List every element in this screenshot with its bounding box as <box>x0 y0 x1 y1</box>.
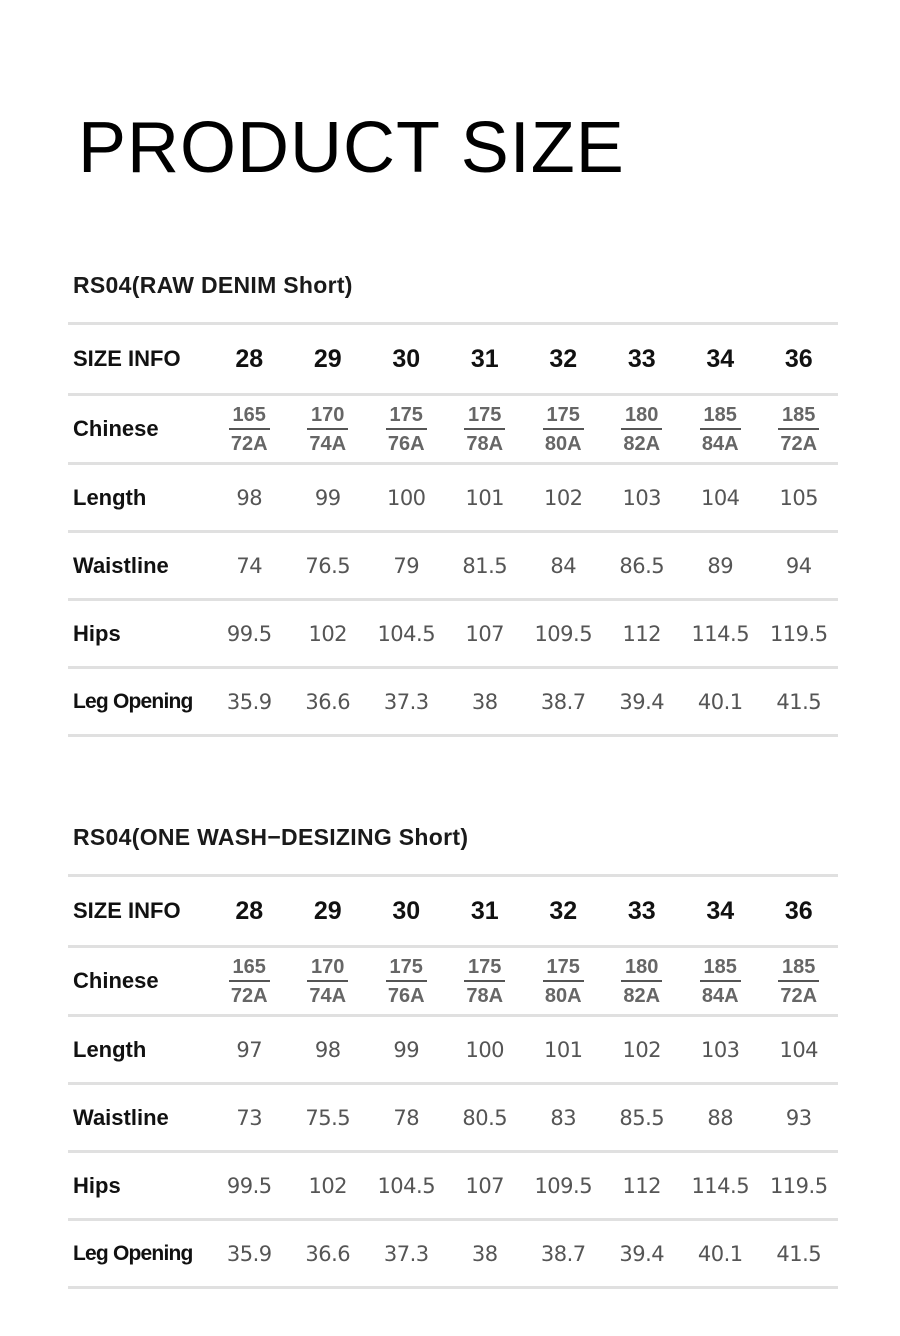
measurement-cell: 109.5 <box>524 1152 603 1220</box>
chinese-size-cell <box>760 395 839 464</box>
waist-code: 72A <box>230 432 268 455</box>
length-row <box>68 464 838 532</box>
height-value: 175 <box>386 403 427 430</box>
waist-code: 84A <box>701 984 739 1007</box>
chinese-size-cell <box>446 395 525 464</box>
measurement-cell: 80.5 <box>446 1084 525 1152</box>
measurement-cell: 119.5 <box>760 1152 839 1220</box>
size-header-cell: 33 <box>603 876 682 947</box>
measurement-cell: 100 <box>367 464 446 532</box>
measurement-cell: 39.4 <box>603 1220 682 1288</box>
measurement-cell: 114.5 <box>681 1152 760 1220</box>
measurement-cell: 35.9 <box>210 1220 289 1288</box>
height-value: 175 <box>464 955 505 982</box>
measurement-cell: 99.5 <box>210 1152 289 1220</box>
measurement-cell: 36.6 <box>289 1220 368 1288</box>
measurement-cell: 35.9 <box>210 668 289 736</box>
measurement-cell: 37.3 <box>367 1220 446 1288</box>
size-header-cell: 32 <box>524 876 603 947</box>
waist-code: 78A <box>466 984 504 1007</box>
measurement-cell: 103 <box>603 464 682 532</box>
measurement-cell: 38 <box>446 1220 525 1288</box>
height-value: 180 <box>621 403 662 430</box>
measurement-cell: 114.5 <box>681 600 760 668</box>
measurement-cell: 99.5 <box>210 600 289 668</box>
size-header-cell: 28 <box>210 324 289 395</box>
measurement-cell: 41.5 <box>760 1220 839 1288</box>
measurement-cell: 85.5 <box>603 1084 682 1152</box>
row-label: Length <box>68 1016 210 1084</box>
measurement-cell: 78 <box>367 1084 446 1152</box>
height-value: 185 <box>700 403 741 430</box>
measurement-cell: 107 <box>446 1152 525 1220</box>
section-title: RS04(RAW DENIM Short) <box>73 272 353 298</box>
measurement-cell: 102 <box>603 1016 682 1084</box>
waist-code: 72A <box>780 984 818 1007</box>
chinese-size-cell <box>524 947 603 1016</box>
waistline-row <box>68 532 838 600</box>
chinese-size-cell <box>603 395 682 464</box>
measurement-cell: 37.3 <box>367 668 446 736</box>
row-label: Leg Opening <box>68 1220 210 1288</box>
size-fraction <box>307 403 348 456</box>
measurement-cell: 104 <box>760 1016 839 1084</box>
size-fraction <box>700 955 741 1008</box>
measurement-cell: 40.1 <box>681 1220 760 1288</box>
size-fraction <box>386 955 427 1008</box>
measurement-cell: 102 <box>289 600 368 668</box>
measurement-cell: 112 <box>603 600 682 668</box>
measurement-cell: 97 <box>210 1016 289 1084</box>
measurement-cell: 86.5 <box>603 532 682 600</box>
measurement-cell: 79 <box>367 532 446 600</box>
measurement-cell: 73 <box>210 1084 289 1152</box>
length-row <box>68 1016 838 1084</box>
waist-code: 76A <box>387 432 425 455</box>
measurement-cell: 83 <box>524 1084 603 1152</box>
row-label: Leg Opening <box>68 668 210 736</box>
size-fraction <box>229 403 270 456</box>
height-value: 185 <box>778 955 819 982</box>
measurement-cell: 104.5 <box>367 1152 446 1220</box>
size-fraction <box>621 955 662 1008</box>
size-header-cell: 33 <box>603 324 682 395</box>
chinese-size-cell <box>681 395 760 464</box>
measurement-cell: 75.5 <box>289 1084 368 1152</box>
size-header-cell: 28 <box>210 876 289 947</box>
size-header-cell: 29 <box>289 324 368 395</box>
height-value: 175 <box>464 403 505 430</box>
measurement-cell: 89 <box>681 532 760 600</box>
measurement-cell: 98 <box>289 1016 368 1084</box>
height-value: 180 <box>621 955 662 982</box>
waist-code: 78A <box>466 432 504 455</box>
measurement-cell: 104 <box>681 464 760 532</box>
measurement-cell: 74 <box>210 532 289 600</box>
height-value: 185 <box>700 955 741 982</box>
size-header-cell: 30 <box>367 324 446 395</box>
size-header-row <box>68 324 838 395</box>
waist-code: 74A <box>309 432 347 455</box>
measurement-cell: 99 <box>367 1016 446 1084</box>
height-value: 175 <box>543 955 584 982</box>
size-header-cell: 31 <box>446 876 525 947</box>
measurement-cell: 40.1 <box>681 668 760 736</box>
measurement-cell: 76.5 <box>289 532 368 600</box>
height-value: 170 <box>307 955 348 982</box>
measurement-cell: 103 <box>681 1016 760 1084</box>
row-label: Chinese <box>68 395 210 464</box>
size-header-cell: 29 <box>289 876 368 947</box>
size-fraction <box>543 403 584 456</box>
size-table <box>68 322 838 737</box>
chinese-size-cell <box>367 947 446 1016</box>
chinese-size-cell <box>367 395 446 464</box>
size-header-cell: 34 <box>681 876 760 947</box>
waist-code: 84A <box>701 432 739 455</box>
measurement-cell: 38.7 <box>524 1220 603 1288</box>
measurement-cell: 38 <box>446 668 525 736</box>
measurement-cell: 109.5 <box>524 600 603 668</box>
height-value: 175 <box>543 403 584 430</box>
page-title: PRODUCT SIZE <box>78 108 625 188</box>
row-label: Hips <box>68 600 210 668</box>
measurement-cell: 102 <box>289 1152 368 1220</box>
measurement-cell: 104.5 <box>367 600 446 668</box>
size-header-cell: 36 <box>760 324 839 395</box>
row-label: Length <box>68 464 210 532</box>
chinese-size-cell <box>446 947 525 1016</box>
waist-code: 82A <box>623 432 661 455</box>
size-fraction <box>700 403 741 456</box>
leg-opening-row <box>68 668 838 736</box>
waist-code: 80A <box>544 432 582 455</box>
measurement-cell: 101 <box>524 1016 603 1084</box>
measurement-cell: 81.5 <box>446 532 525 600</box>
chinese-size-cell <box>289 947 368 1016</box>
measurement-cell: 107 <box>446 600 525 668</box>
chinese-size-cell <box>524 395 603 464</box>
chinese-size-cell <box>603 947 682 1016</box>
chinese-size-cell <box>289 395 368 464</box>
size-header-cell: 36 <box>760 876 839 947</box>
size-table <box>68 874 838 1289</box>
size-header-cell: 32 <box>524 324 603 395</box>
height-value: 165 <box>229 955 270 982</box>
measurement-cell: 98 <box>210 464 289 532</box>
row-label: Hips <box>68 1152 210 1220</box>
size-header-row <box>68 876 838 947</box>
measurement-cell: 99 <box>289 464 368 532</box>
size-header-cell: 30 <box>367 876 446 947</box>
waist-code: 72A <box>230 984 268 1007</box>
size-fraction <box>778 403 819 456</box>
measurement-cell: 102 <box>524 464 603 532</box>
chinese-size-cell <box>760 947 839 1016</box>
chinese-size-cell <box>210 395 289 464</box>
waist-code: 82A <box>623 984 661 1007</box>
measurement-cell: 101 <box>446 464 525 532</box>
height-value: 170 <box>307 403 348 430</box>
measurement-cell: 100 <box>446 1016 525 1084</box>
hips-row <box>68 600 838 668</box>
measurement-cell: 119.5 <box>760 600 839 668</box>
size-fraction <box>464 955 505 1008</box>
chinese-size-cell <box>210 947 289 1016</box>
measurement-cell: 93 <box>760 1084 839 1152</box>
waistline-row <box>68 1084 838 1152</box>
size-info-label: SIZE INFO <box>68 876 210 947</box>
chinese-size-row <box>68 947 838 1016</box>
hips-row <box>68 1152 838 1220</box>
chinese-size-row <box>68 395 838 464</box>
waist-code: 80A <box>544 984 582 1007</box>
measurement-cell: 39.4 <box>603 668 682 736</box>
height-value: 175 <box>386 955 427 982</box>
measurement-cell: 94 <box>760 532 839 600</box>
size-fraction <box>386 403 427 456</box>
height-value: 185 <box>778 403 819 430</box>
measurement-cell: 36.6 <box>289 668 368 736</box>
row-label: Waistline <box>68 1084 210 1152</box>
size-fraction <box>307 955 348 1008</box>
size-header-cell: 31 <box>446 324 525 395</box>
section-title: RS04(ONE WASH−DESIZING Short) <box>73 824 469 850</box>
measurement-cell: 41.5 <box>760 668 839 736</box>
row-label: Chinese <box>68 947 210 1016</box>
measurement-cell: 105 <box>760 464 839 532</box>
size-info-label: SIZE INFO <box>68 324 210 395</box>
row-label: Waistline <box>68 532 210 600</box>
measurement-cell: 112 <box>603 1152 682 1220</box>
measurement-cell: 84 <box>524 532 603 600</box>
waist-code: 76A <box>387 984 425 1007</box>
size-fraction <box>778 955 819 1008</box>
size-fraction <box>543 955 584 1008</box>
waist-code: 74A <box>309 984 347 1007</box>
waist-code: 72A <box>780 432 818 455</box>
leg-opening-row <box>68 1220 838 1288</box>
size-header-cell: 34 <box>681 324 760 395</box>
size-fraction <box>621 403 662 456</box>
chinese-size-cell <box>681 947 760 1016</box>
size-fraction <box>229 955 270 1008</box>
height-value: 165 <box>229 403 270 430</box>
measurement-cell: 88 <box>681 1084 760 1152</box>
measurement-cell: 38.7 <box>524 668 603 736</box>
size-fraction <box>464 403 505 456</box>
